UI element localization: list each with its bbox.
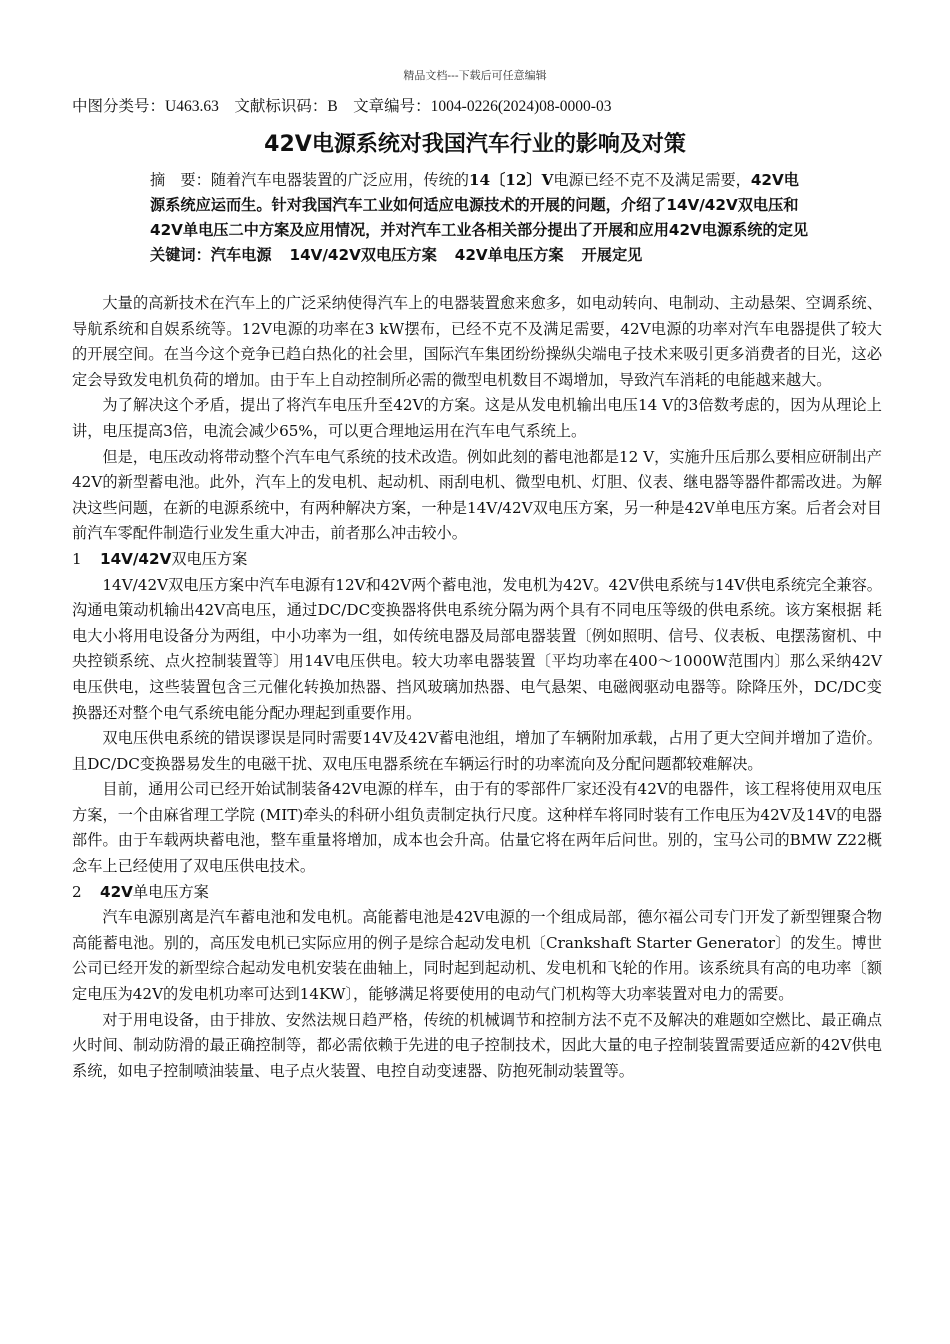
abstract-label: 摘 要： [150,171,211,189]
keyword-item: 开展定见 [581,246,643,264]
keyword-item: 汽车电源 [210,246,272,264]
abstract-text-1: 随着汽车电器装置的广泛应用，传统的 [210,171,469,189]
paragraph: 大量的高新技术在汽车上的广泛采纳使得汽车上的电器装置愈来愈多，如电动转向、电制动、主动悬架、空调系统、导航系统和自娱系统等。12V电源的功率在3 kW摆布，已经不克不及满足需要，42V电源的功率对汽车电器提供了较大的开展空间。在当今这个竞争已趋白热化的社会里，国际汽车集团纷纷操纵尖端电子技术来吸引更多消费者的目光，这必定会导致发电机负荷的增加。由于车上自动控制所必需的微型电机数目不竭增加，导致汽车消耗的电能越来越大。 [72,294,882,389]
section-heading-1 [72,547,882,573]
section-voltage: 42V [100,882,133,901]
abstract-text-2: 电源已经不克不及满足需要， [553,171,751,189]
paragraph: 目前，通用公司已经开始试制装备42V电源的样车，由于有的零部件厂家还没有42V的电器件，该工程将使用双电压方案，一个由麻省理工学院 (MIT)牵头的科研小组负责制定执行尺度。这种样车将同时装有工作电压为42V及14V的电器部件。由于车载两块蓄电池，整车重量将增加，成本也会升高。估量它将在两年后问世。别的，宝马公司的BMW Z22概念车上已经使用了双电压供电技术。 [72,780,882,876]
paragraph: 但是，电压改动将带动整个汽车电气系统的技术改造。例如此刻的蓄电池都是12 V，实施升压后那么要相应研制出产42V的新型蓄电池。此外，汽车上的发电机、起动机、雨刮电机、微型电机、灯胆、仪表、继电器等器件都需改进。为解决这些问题，在新的电源系统中，有两种解决方案，一种是14V/42V双电压方案，另一种是42V单电压方案。后者会对目前汽车零配件制造行业发生重大冲击，前者那么冲击较小。 [72,447,882,543]
keywords [150,243,810,268]
keywords-label: 关键词： [150,246,211,264]
paragraph: 汽车电源别离是汽车蓄电池和发电机。高能蓄电池是42V电源的一个组成局部，德尔福公司专门开发了新型锂聚合物高能蓄电池。别的，高压发电机已实际应用的例子是综合起动发电机〔Crankshaft Starter Generator〕的发生。博世公司已经开发的新型综合起动发电机安装在曲轴上，同时起到起动机、发电机和飞轮的作用。该系统具有高的电功率〔额定电压为42V的发电机功率可达到14KW〕，能够满足将要使用的电动气门机构等大功率装置对电力的需要。 [72,908,882,1004]
paragraph: 14V/42V双电压方案中汽车电源有12V和42V两个蓄电池，发电机为42V。42V供电系统与14V供电系统完全兼容。沟通电策动机输出42V高电压，通过DC/DC变换器将供电系统分隔为两个具有不同电压等级的供电系统。该方案根据 耗电大小将用电设备分为两组，中小功率为一组，如传统电器及局部电器装置〔例如照明、信号、仪表板、电摆荡窗机、中央控锁系统、点火控制装置等〕用14V电压供电。较大功率电器装置〔平均功率在400～1000W范围内〕那么采纳42V电压供电，这些装置包含三元催化转换加热器、挡风玻璃加热器、电气悬架、电磁阀驱动电器等。除降压外，DC/DC变换器还对整个电气系统电能分配办理起到重要作用。 [72,575,882,722]
section-number: 2 [72,882,82,901]
abstract-bold-2: 42V电源系统应运而生。针对我国汽车工业如何适应电源技术的开展的问题，介绍了14V/42V双电压和42V单电压二中方案及应用情况，并对汽车工业各相关部分提出了开展和应用42V电源系统的定见 [150,171,809,239]
article-body [72,291,882,1084]
section-number: 1 [72,549,82,568]
classification-line: 中图分类号：U463.63 文献标识码：B 文章编号：1004-0226(2024)08-0000-03 [72,98,612,115]
paragraph: 为了解决这个矛盾，提出了将汽车电压升至42V的方案。这是从发电机输出电压14 V的3倍数考虑的，因为从理论上讲，电压提高3倍，电流会减少65%，可以更合理地运用在汽车电气系统上。 [72,396,882,440]
article-title: 42V电源系统对我国汽车行业的影响及对策 [264,132,686,157]
paragraph: 对于用电设备，由于排放、安然法规日趋严格，传统的机械调节和控制方法不克不及解决的难题如空燃比、最正确点火时间、制动防滑的最正确控制等，都必需依赖于先进的电子控制技术，因此大量的电子控制装置需要适应新的42V供电系统，如电子控制喷油装量、电子点火装置、电控自动变速器、防抱死制动装置等。 [72,1010,882,1080]
section-voltage: 14V/42V [100,549,172,568]
abstract [150,168,810,268]
header-note: 精品文档---下载后可任意编辑 [403,69,547,82]
section-heading-2 [72,880,882,906]
keyword-item: 42V单电压方案 [454,246,564,264]
section-title: 双电压方案 [171,549,248,568]
keyword-item: 14V/42V双电压方案 [289,246,437,264]
paragraph: 双电压供电系统的错误谬误是同时需要14V及42V蓄电池组，增加了车辆附加承载，占用了更大空间并增加了造价。且DC/DC变换器易发生的电磁干扰、双电压电器系统在车辆运行时的功率流向及分配问题都较难解决。 [72,729,882,773]
section-title: 单电压方案 [132,882,209,901]
abstract-bold-1: 14〔12〕V [468,171,554,189]
